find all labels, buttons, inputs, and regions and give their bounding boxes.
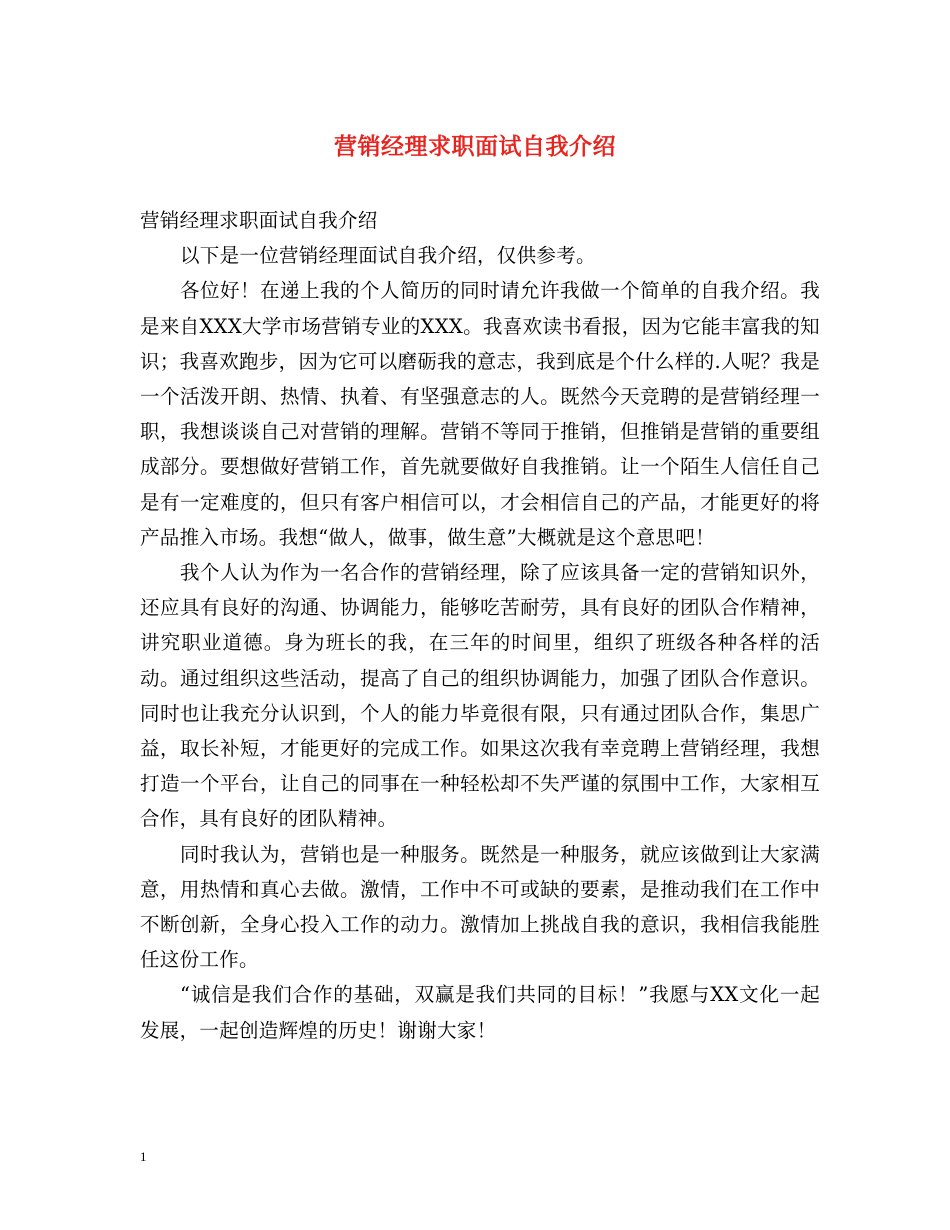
- paragraph-service: 同时我认为，营销也是一种服务。既然是一种服务，就应该做到让大家满意，用热情和真心去做。激情，工作中不可或缺的要素，是推动我们在工作中不断创新，全身心投入工作的动力。激情加上挑战自我的意识，我相信我能胜任这份工作。: [140, 842, 820, 972]
- paragraph-greeting: 各位好！在递上我的个人简历的同时请允许我做一个简单的自我介绍。我是来自XXX大学市场营销专业的XXX。我喜欢读书看报，因为它能丰富我的知识；我喜欢跑步，因为它可以磨砺我的意志，我到底是个什么样的.人呢？我是一个活泼开朗、热情、执着、有坚强意志的人。既然今天竞聘的是营销经理一职，我想谈谈自己对营销的理解。营销不等同于推销，但推销是营销的重要组成部分。要想做好营销工作，首先就要做好自我推销。让一个陌生人信任自己是有一定难度的，但只有客户相信可以，才会相信自己的产品，才能更好的将产品推入市场。我想“做人，做事，做生意”大概就是这个意思吧！: [140, 279, 820, 549]
- paragraph-intro: 以下是一位营销经理面试自我介绍，仅供参考。: [180, 244, 596, 268]
- document-body: [140, 203, 820, 1048]
- document-title: 营销经理求职面试自我介绍: [334, 133, 616, 160]
- paragraph-closing: “诚信是我们合作的基础，双赢是我们共同的目标！”我愿与XX文化一起发展，一起创造辉煌的历史！谢谢大家！: [140, 983, 820, 1042]
- paragraph-teamwork: 我个人认为作为一名合作的营销经理，除了应该具备一定的营销知识外，还应具有良好的沟通、协调能力，能够吃苦耐劳，具有良好的团队合作精神，讲究职业道德。身为班长的我，在三年的时间里，组织了班级各种各样的活动。通过组织这些活动，提高了自己的组织协调能力，加强了团队合作意识。同时也让我充分认识到，个人的能力毕竟很有限，只有通过团队合作，集思广益，取长补短，才能更好的完成工作。如果这次我有幸竞聘上营销经理，我想打造一个平台，让自己的同事在一种轻松却不失严谨的氛围中工作，大家相互合作，具有良好的团队精神。: [140, 561, 820, 831]
- page-number: 1: [140, 1149, 147, 1164]
- document-subtitle: 营销经理求职面试自我介绍: [140, 209, 378, 232]
